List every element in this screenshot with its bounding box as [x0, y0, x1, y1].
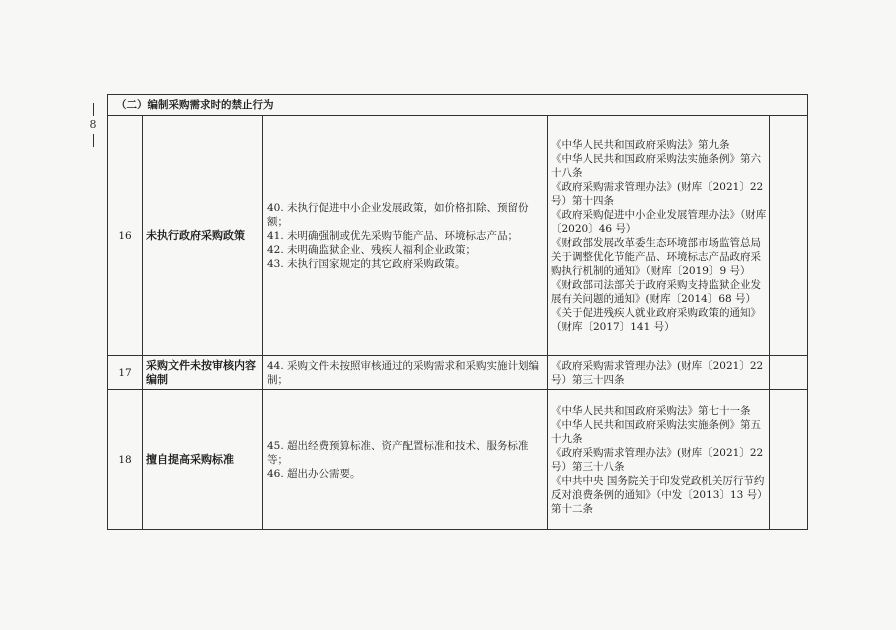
content-line: 45. 超出经费预算标准、资产配置标准和技术、服务标准等； [267, 439, 529, 466]
row-content [263, 390, 548, 530]
row-basis [548, 356, 770, 390]
basis-line: 《政府采购促进中小企业发展管理办法》（财库〔2020〕46 号） [551, 208, 767, 235]
content-line: 41. 未明确强制或优先采购节能产品、环境标志产品； [267, 229, 519, 242]
page-number-dash-bottom [93, 134, 94, 147]
table-row [108, 356, 808, 390]
basis-line: 《中共中央 国务院关于印发党政机关厉行节约反对浪费条例的通知》（中发〔2013〕13 号）第十二条 [551, 474, 765, 515]
row-number: 17 [108, 356, 143, 390]
row-number: 16 [108, 116, 143, 356]
basis-line: 《政府采购需求管理办法》(财库〔2021〕22 号）第十四条 [551, 180, 764, 207]
basis-line: 《中华人民共和国政府采购法实施条例》第五十九条 [551, 418, 761, 445]
table-row [108, 116, 808, 356]
row-number: 18 [108, 390, 143, 530]
row-item: 未执行政府采购政策 [143, 116, 263, 356]
section-title: （二）编制采购需求时的禁止行为 [108, 95, 808, 116]
table-row [108, 390, 808, 530]
prohibited-behaviors-table [107, 94, 808, 530]
row-remark [770, 356, 808, 390]
basis-line: 《中华人民共和国政府采购法实施条例》第六十八条 [551, 152, 761, 179]
basis-line: 《关于促进残疾人就业政府采购政策的通知》（财库〔2017〕141 号） [551, 306, 761, 333]
basis-line: 《中华人民共和国政府采购法》第九条 [551, 138, 730, 151]
row-content [263, 116, 548, 356]
row-remark [770, 116, 808, 356]
section-header-row [108, 95, 808, 116]
row-basis [548, 390, 770, 530]
row-basis [548, 116, 770, 356]
content-line: 46. 超出办公需要。 [267, 467, 361, 480]
row-item: 擅自提高采购标准 [143, 390, 263, 530]
row-item: 采购文件未按审核内容编制 [143, 356, 263, 390]
content-line: 43. 未执行国家规定的其它政府采购政策。 [267, 257, 466, 270]
row-content [263, 356, 548, 390]
content-line: 44. 采购文件未按照审核通过的采购需求和采购实施计划编制； [267, 359, 540, 386]
basis-line: 《财政部发展改革委生态环境部市场监管总局关于调整优化节能产品、环境标志产品政府采购执行机制的通知》（财库〔2019〕9 号） [551, 236, 761, 277]
basis-line: 《财政部司法部关于政府采购支持监狱企业发展有关问题的通知》(财库〔2014〕68 号） [551, 278, 761, 305]
content-line: 42. 未明确监狱企业、残疾人福利企业政策； [267, 243, 477, 256]
basis-line: 《中华人民共和国政府采购法》第七十一条 [551, 404, 751, 417]
content-line: 40. 未执行促进中小企业发展政策，如价格扣除、预留份额； [267, 201, 529, 228]
page-number-digit: 8 [89, 118, 97, 131]
basis-line: 《政府采购需求管理办法》(财库〔2021〕22 号）第三十八条 [551, 446, 764, 473]
page-number-dash-top [93, 103, 94, 116]
page-number [88, 103, 98, 147]
row-remark [770, 390, 808, 530]
basis-line: 《政府采购需求管理办法》(财库〔2021〕22 号）第三十四条 [551, 359, 764, 386]
